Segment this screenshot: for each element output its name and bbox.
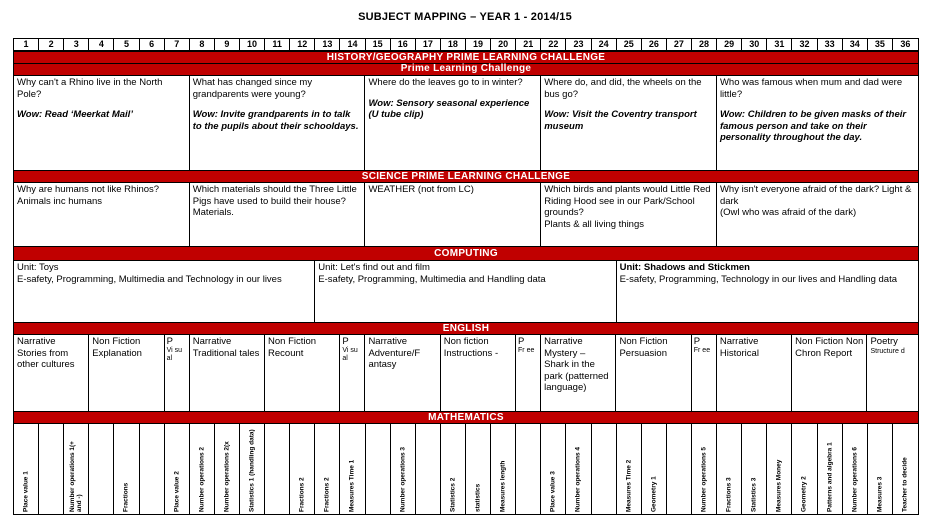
science-topic: (Owl who was afraid of the dark): [719, 207, 857, 218]
mathematics-topic: Place value 3: [549, 471, 557, 512]
english-genre: Non Fiction Persuasion: [619, 336, 668, 359]
mathematics-cell: [114, 424, 139, 514]
computing-unit: Unit: Shadows and Stickmen: [619, 262, 750, 273]
mathematics-topic: Fractions 3: [725, 477, 733, 512]
mathematics-cell: [592, 424, 617, 514]
computing-unit: Unit: Let's find out and film: [318, 262, 430, 273]
week-number: 19: [466, 39, 491, 51]
computing-row: [14, 261, 918, 322]
computing-detail: E-safety, Programming, Multimedia and Handling data: [318, 273, 546, 285]
week-number: 9: [215, 39, 240, 51]
science-cell-5: [717, 183, 918, 246]
computing-cell-1: [14, 261, 315, 322]
history-wow: Wow: Visit the Coventry transport museum: [544, 109, 697, 132]
mathematics-cell: [541, 424, 566, 514]
mathematics-cell: [617, 424, 642, 514]
mathematics-cell: [566, 424, 591, 514]
mathematics-cell: [416, 424, 441, 514]
mathematics-topic: Statistics 1 (handling data): [248, 429, 256, 512]
history-row: [14, 76, 918, 182]
science-question: Why isn't everyone afraid of the dark? Light & dark: [719, 184, 912, 207]
week-number: 29: [717, 39, 742, 51]
page-title: SUBJECT MAPPING – YEAR 1 - 2014/15: [358, 11, 572, 23]
mathematics-topic: Number operations 3: [399, 446, 407, 512]
mathematics-topic: Geometry 1: [650, 476, 658, 512]
mathematics-cell: [818, 424, 843, 514]
english-poetry-type: Vi su al: [342, 347, 358, 362]
science-topic: Animals inc humans: [17, 195, 103, 207]
mathematics-topic: Teacher to decide: [901, 457, 909, 512]
week-number: 25: [617, 39, 642, 51]
mathematics-topic: Number operations 6: [851, 446, 859, 512]
week-number: 30: [742, 39, 767, 51]
week-number: 8: [190, 39, 215, 51]
english-poetry-cell: [340, 335, 365, 411]
english-genre: Narrative Traditional tales: [192, 336, 260, 359]
week-number: 22: [541, 39, 566, 51]
english-cell: [89, 335, 164, 411]
mathematics-cell: [165, 424, 190, 514]
history-question: What has changed since my grandparents were young?: [192, 77, 313, 100]
computing-cell-3: [617, 261, 918, 322]
history-cell-3: [365, 76, 541, 182]
mathematics-cell: [491, 424, 516, 514]
mathematics-cell: [89, 424, 114, 514]
week-number: 31: [767, 39, 792, 51]
english-genre: Non Fiction Explanation: [92, 336, 142, 359]
science-question: Which birds and plants would Little Red Riding Hood see in our Park/School grounds?: [544, 184, 711, 218]
english-cell: [365, 335, 440, 411]
week-number: 18: [441, 39, 466, 51]
mathematics-cell: [391, 424, 416, 514]
week-number: 11: [265, 39, 290, 51]
week-number: 15: [366, 39, 391, 51]
history-question: Where do the leaves go to in winter?: [368, 77, 523, 88]
mathematics-row: [14, 424, 918, 514]
mathematics-cell: [516, 424, 541, 514]
mathematics-topic: Number operations 4: [574, 446, 582, 512]
english-genre: Non Fiction Non Chron Report: [795, 336, 864, 359]
english-cell: [190, 335, 265, 411]
english-genre: P: [518, 336, 525, 347]
english-genre: P: [166, 336, 173, 347]
week-number: 6: [140, 39, 165, 51]
mathematics-topic: Place value 1: [22, 471, 30, 512]
mathematics-cell: [240, 424, 265, 514]
mathematics-topic: statistics: [474, 483, 482, 512]
mathematics-cell: [366, 424, 391, 514]
week-number: 23: [566, 39, 591, 51]
mathematics-cell: [140, 424, 165, 514]
mathematics-topic: Number operations 2(x: [223, 441, 231, 512]
english-poetry-type: Structure d: [870, 347, 905, 355]
english-heading: ENGLISH: [14, 322, 918, 335]
english-cell: [792, 335, 867, 411]
mathematics-topic: Measures 3: [876, 476, 884, 512]
history-wow: Wow: Children to be given masks of their famous person and take on their personality throughout the day.: [719, 109, 907, 143]
english-cell: [265, 335, 340, 411]
week-number: 32: [792, 39, 817, 51]
week-number: 3: [64, 39, 89, 51]
mathematics-topic: Statistics 3: [750, 477, 758, 512]
mathematics-cell: [215, 424, 240, 514]
science-row: [14, 183, 918, 246]
mathematics-cell: [868, 424, 893, 514]
english-cell: [14, 335, 89, 411]
mathematics-cell: [340, 424, 365, 514]
week-number: 36: [893, 39, 918, 51]
week-number: 5: [114, 39, 139, 51]
mathematics-cell: [466, 424, 491, 514]
english-cell: [717, 335, 792, 411]
science-cell-3: [365, 183, 541, 246]
science-topic: Plants & all living things: [544, 218, 645, 230]
week-number: 16: [391, 39, 416, 51]
mathematics-cell: [39, 424, 64, 514]
mathematics-cell: [290, 424, 315, 514]
mathematics-topic: Statistics 2: [449, 477, 457, 512]
history-wow: Wow: Sensory seasonal experience (U tube clip): [368, 97, 530, 120]
mathematics-topic: Fractions 2: [323, 477, 331, 512]
english-row: [14, 335, 918, 411]
mathematics-cell: [717, 424, 742, 514]
english-cell: [867, 335, 917, 411]
mathematics-topic: Measures Time 2: [625, 459, 633, 512]
english-genre: P: [693, 336, 701, 347]
english-genre: Poetry: [870, 336, 898, 347]
mathematics-cell: [742, 424, 767, 514]
mathematics-cell: [843, 424, 868, 514]
history-wow: Wow: Invite grandparents in to talk to the pupils about their schooldays.: [192, 109, 359, 132]
week-number: 27: [667, 39, 692, 51]
mathematics-topic: Patterns and algebra 1: [826, 442, 834, 512]
mathematics-topic: Measures Time 1: [348, 459, 356, 512]
science-cell-2: [190, 183, 366, 246]
history-question: Where do, and did, the wheels on the bus go?: [544, 77, 702, 100]
mathematics-topic: Number operations 1(+ and -): [69, 441, 84, 512]
history-question: Why can't a Rhino live in the North Pole?: [17, 77, 163, 100]
science-heading: SCIENCE PRIME LEARNING CHALLENGE: [14, 170, 918, 183]
week-number: 1: [14, 39, 39, 51]
mathematics-cell: [792, 424, 817, 514]
week-number: 2: [39, 39, 64, 51]
science-cell-4: [541, 183, 717, 246]
mathematics-topic: Fractions: [122, 482, 130, 512]
week-number: 34: [843, 39, 868, 51]
history-cell-2: [190, 76, 366, 182]
history-subheading: Prime Learning Challenge: [14, 64, 918, 76]
week-number: 28: [692, 39, 717, 51]
science-question: Why are humans not like Rhinos?: [17, 184, 160, 195]
week-number: 7: [165, 39, 190, 51]
english-genre: Non Fiction Recount: [268, 336, 317, 359]
mathematics-cell: [767, 424, 792, 514]
science-question: WEATHER (not from LC): [368, 184, 474, 195]
mathematics-cell: [893, 424, 918, 514]
mathematics-topic: Fractions 2: [298, 477, 306, 512]
science-cell-1: [14, 183, 190, 246]
week-number: 24: [592, 39, 617, 51]
english-poetry-type: Fr ee: [693, 347, 711, 354]
history-wow: Wow: Read ‘Meerkat Mail’: [17, 109, 133, 120]
week-number: 33: [818, 39, 843, 51]
english-poetry-cell: [165, 335, 190, 411]
english-genre: Narrative Adventure/F antasy: [368, 336, 421, 370]
english-genre: Narrative Stories from other cultures: [17, 336, 75, 370]
mathematics-cell: [642, 424, 667, 514]
english-poetry-cell: [516, 335, 541, 411]
mathematics-cell: [667, 424, 692, 514]
computing-detail: E-safety, Programming, Technology in our lives and Handling data: [619, 273, 898, 285]
science-topic: Materials.: [192, 207, 234, 218]
english-genre: Narrative Mystery – Shark in the park (patterned language): [544, 336, 609, 393]
week-number: 12: [290, 39, 315, 51]
week-number: 10: [240, 39, 265, 51]
science-question: Which materials should the Three Little Pigs have used to build their house?: [192, 184, 357, 207]
english-poetry-cell: [692, 335, 717, 411]
mathematics-heading: MATHEMATICS: [14, 411, 918, 424]
week-number: 35: [868, 39, 893, 51]
week-number: 26: [642, 39, 667, 51]
history-question: Who was famous when mum and dad were little?: [719, 77, 903, 100]
english-genre: P: [342, 336, 349, 347]
mathematics-topic: Measures length: [499, 460, 507, 512]
mathematics-cell: [315, 424, 340, 514]
computing-detail: E-safety, Programming, Multimedia and Technology in our lives: [17, 273, 282, 285]
week-number: 17: [416, 39, 441, 51]
english-genre: Non fiction Instructions -: [443, 336, 499, 359]
english-cell: [541, 335, 616, 411]
english-poetry-type: Fr ee: [518, 347, 535, 354]
mathematics-topic: Geometry 2: [800, 476, 808, 512]
english-cell: [616, 335, 691, 411]
mathematics-topic: Place value 2: [173, 471, 181, 512]
english-cell: [441, 335, 516, 411]
mathematics-topic: Number operations 2: [198, 446, 206, 512]
history-cell-1: [14, 76, 190, 182]
computing-unit: Unit: Toys: [17, 262, 59, 273]
english-poetry-type: Vi su al: [166, 347, 183, 362]
subject-mapping-table: [13, 38, 919, 515]
mathematics-cell: [692, 424, 717, 514]
mathematics-cell: [190, 424, 215, 514]
mathematics-cell: [441, 424, 466, 514]
history-cell-4: [541, 76, 717, 182]
history-heading: HISTORY/GEOGRAPHY PRIME LEARNING CHALLENGE: [14, 51, 918, 64]
week-number-row: [14, 39, 918, 51]
computing-cell-2: [315, 261, 616, 322]
week-number: 20: [491, 39, 516, 51]
english-genre: Narrative Historical: [719, 336, 759, 359]
mathematics-topic: Measures Money: [775, 459, 783, 512]
week-number: 13: [315, 39, 340, 51]
mathematics-cell: [265, 424, 290, 514]
week-number: 21: [516, 39, 541, 51]
week-number: 4: [89, 39, 114, 51]
mathematics-cell: [14, 424, 39, 514]
mathematics-cell: [64, 424, 89, 514]
history-cell-5: [717, 76, 918, 182]
week-number: 14: [340, 39, 365, 51]
computing-heading: COMPUTING: [14, 246, 918, 261]
mathematics-topic: Number operations 5: [700, 446, 708, 512]
